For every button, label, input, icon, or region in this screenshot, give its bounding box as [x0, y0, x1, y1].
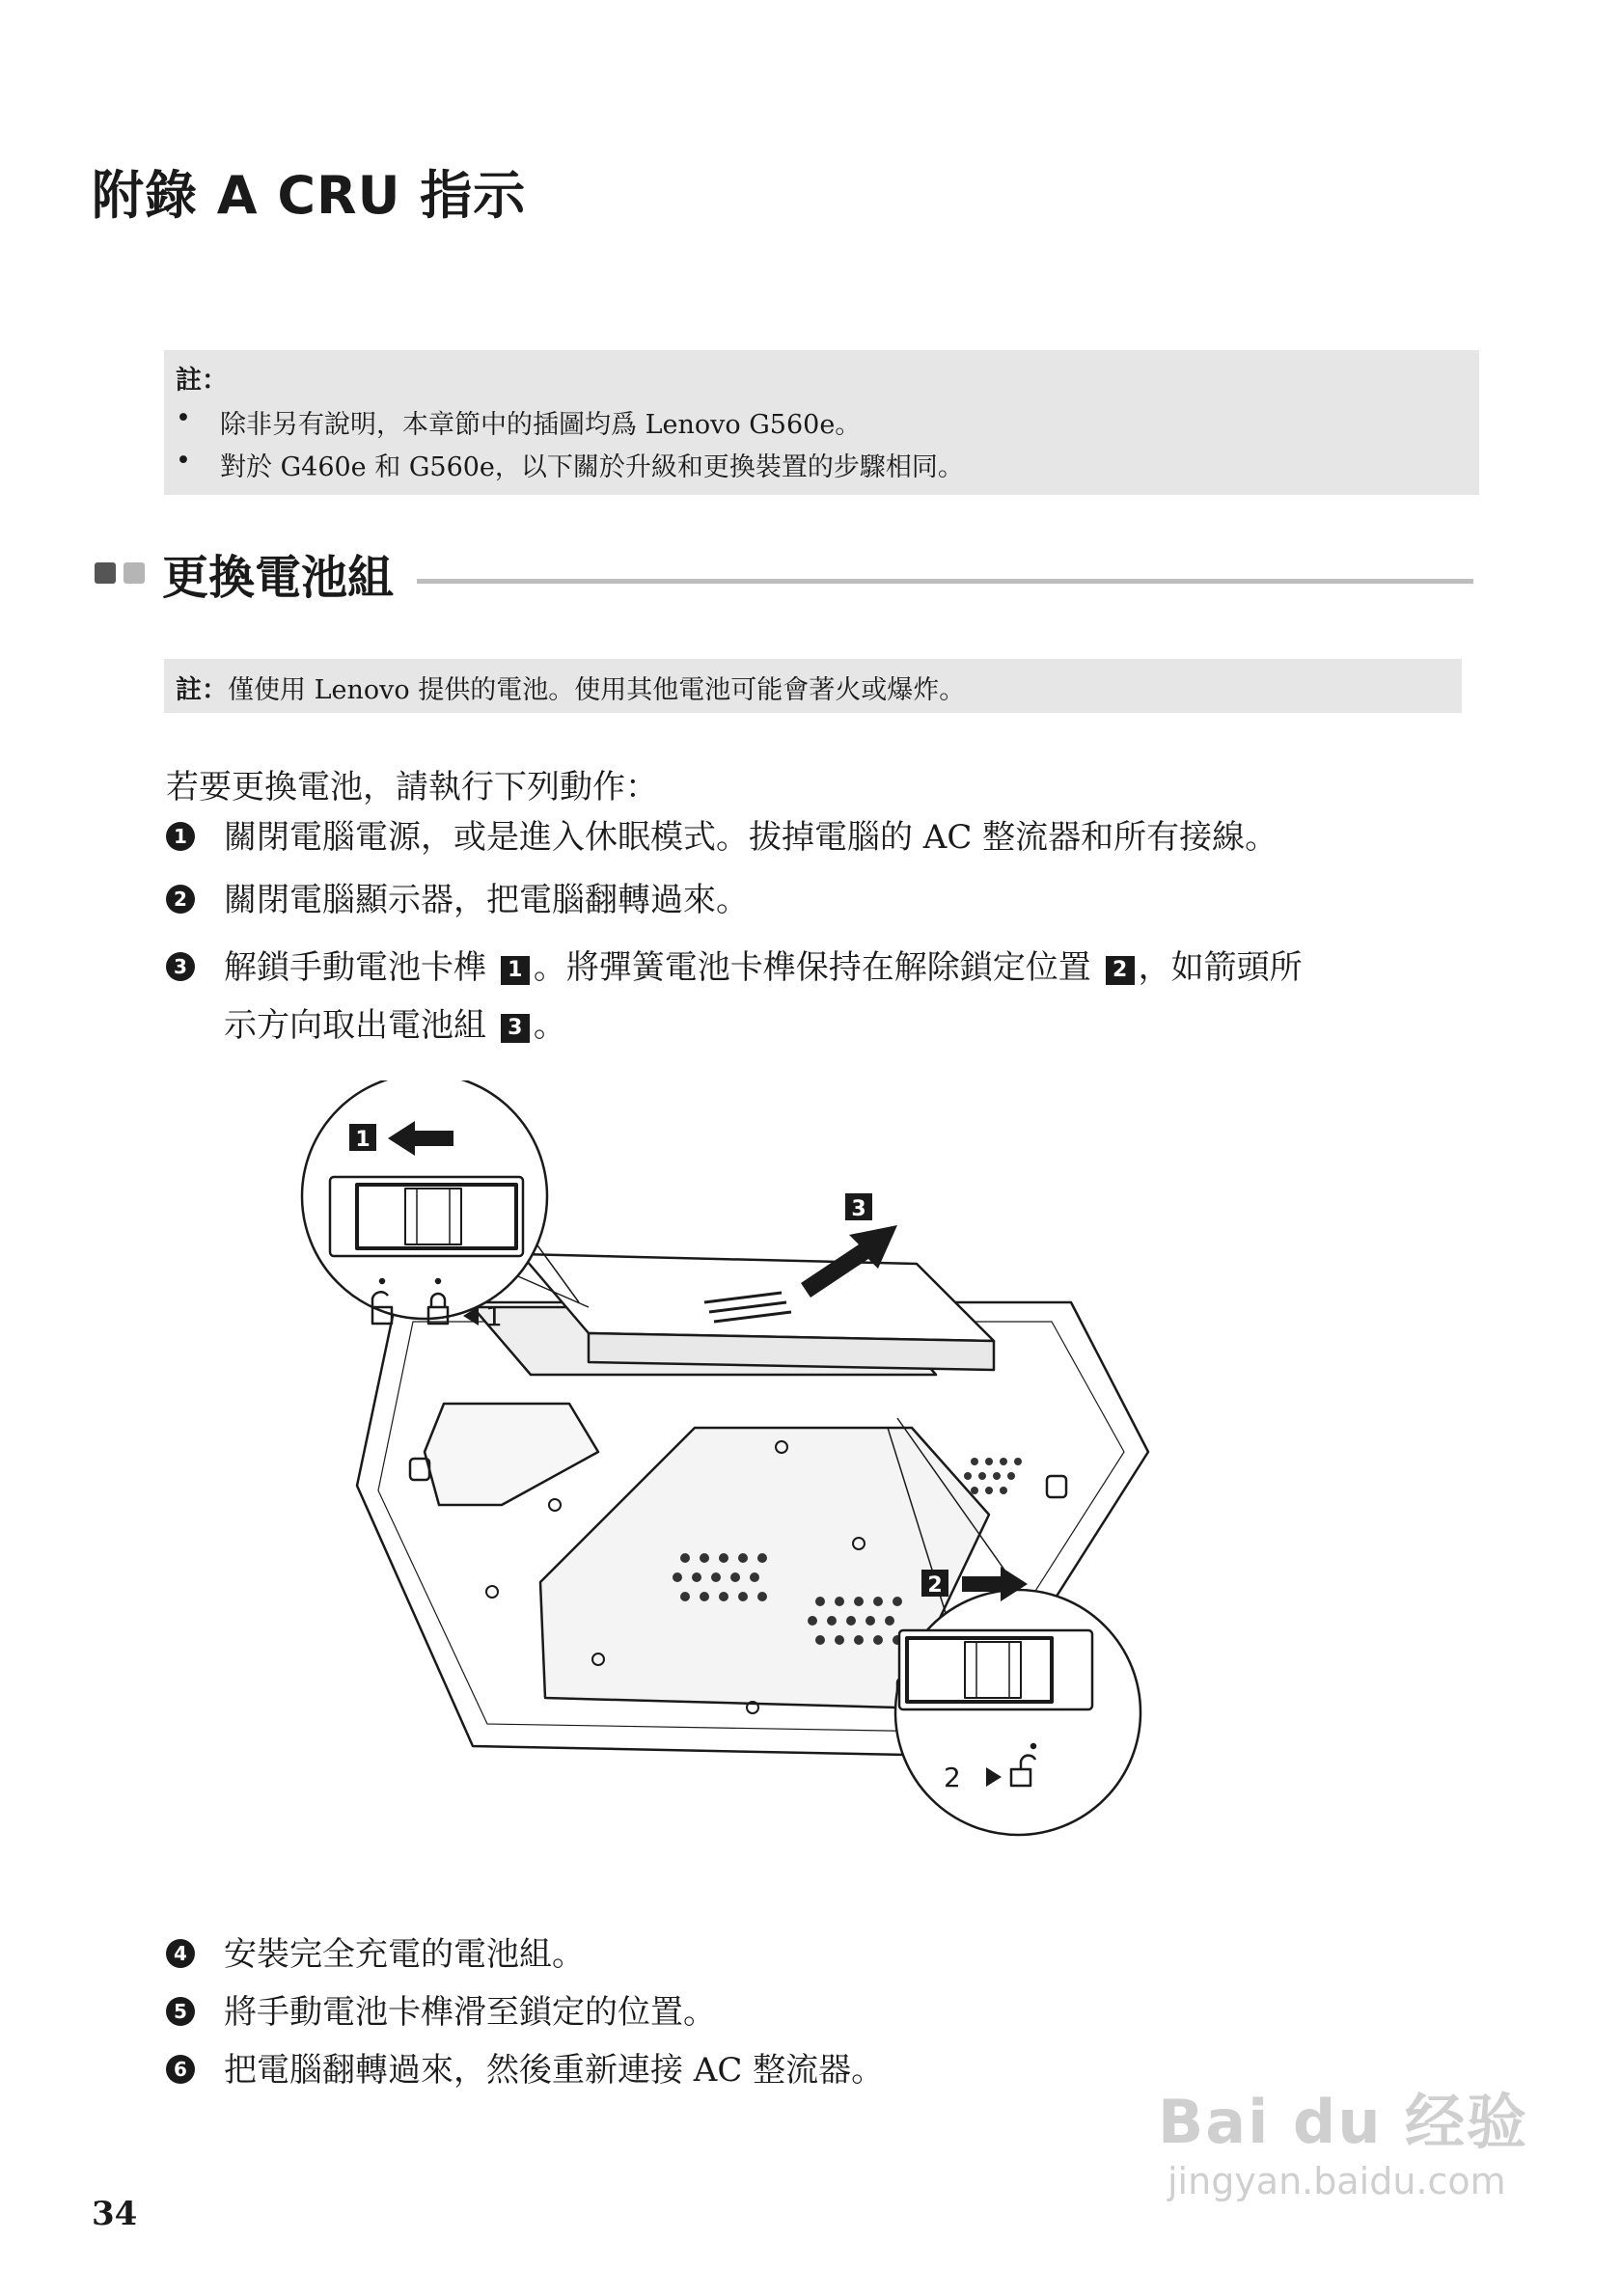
callout-badge-label: 2 — [927, 1573, 943, 1598]
watermark-brand: Bai du 经验 — [1158, 2087, 1529, 2157]
section-title: 更換電池組 — [162, 551, 395, 605]
callout-badge: 1 — [501, 956, 530, 985]
step-number: 2 — [166, 885, 195, 914]
section-marker-dark — [95, 562, 116, 584]
note-text: 僅使用 Lenovo 提供的電池。使用其他電池可能會著火或爆炸。 — [228, 675, 966, 705]
note-line — [176, 669, 965, 706]
intro-text: 若要更換電池，請執行下列動作： — [166, 768, 658, 806]
note-label: 註： — [176, 366, 228, 396]
latch-slider — [907, 1638, 1052, 1702]
step-number: 4 — [166, 1939, 195, 1968]
step-text: 把電腦翻轉過來，然後重新連接 AC 整流器。 — [224, 2051, 885, 2090]
battery-pack — [521, 1254, 994, 1341]
callout-circle-spring — [895, 1590, 1140, 1835]
battery-pack-side — [589, 1333, 994, 1370]
callout-badge: 2 — [1106, 956, 1135, 985]
section-rule — [417, 579, 1473, 584]
section-marker-light — [124, 562, 145, 584]
step-number: 3 — [166, 952, 195, 981]
step-text: 解鎖手動電池卡榫 1 。將彈簧電池卡榫保持在解除鎖定位置 2 ，如箭頭所 — [224, 948, 1303, 987]
step-text-continued: 示方向取出電池組 3 。 — [224, 1006, 566, 1045]
bullet-dot: • — [176, 403, 191, 433]
note-label: 註： — [176, 675, 228, 705]
bullet-dot: • — [176, 446, 191, 476]
baidu-watermark — [1158, 2074, 1528, 2202]
latch-position-label: 1 — [485, 1300, 503, 1332]
step-text: 安裝完全充電的電池組。 — [224, 1935, 585, 1974]
battery-badge-label: 3 — [851, 1197, 866, 1221]
callout-badge-label: 1 — [355, 1128, 371, 1152]
note-bullet-text: 對於 G460e 和 G560e，以下關於升級和更換裝置的步驟相同。 — [220, 452, 964, 482]
page-number: 34 — [92, 2195, 138, 2233]
step-text: 將手動電池卡榫滑至鎖定的位置。 — [224, 1993, 716, 2032]
step-number: 5 — [166, 1997, 195, 2026]
step-number: 6 — [166, 2055, 195, 2084]
note-bullet-text: 除非另有說明，本章節中的插圖均爲 Lenovo G560e。 — [220, 410, 862, 440]
watermark-url: jingyan.baidu.com — [1168, 2160, 1506, 2202]
latch-position-label: 2 — [944, 1762, 961, 1793]
step-text: 關閉電腦電源，或是進入休眠模式。拔掉電腦的 AC 整流器和所有接線。 — [224, 818, 1278, 857]
step-number: 1 — [166, 822, 195, 851]
step-text: 關閉電腦顯示器，把電腦翻轉過來。 — [224, 881, 749, 919]
latch-slider — [357, 1185, 516, 1248]
chapter-title: 附錄 A CRU 指示 — [92, 165, 527, 226]
battery-removal-illustration — [299, 1080, 1283, 1900]
callout-badge: 3 — [501, 1014, 530, 1043]
